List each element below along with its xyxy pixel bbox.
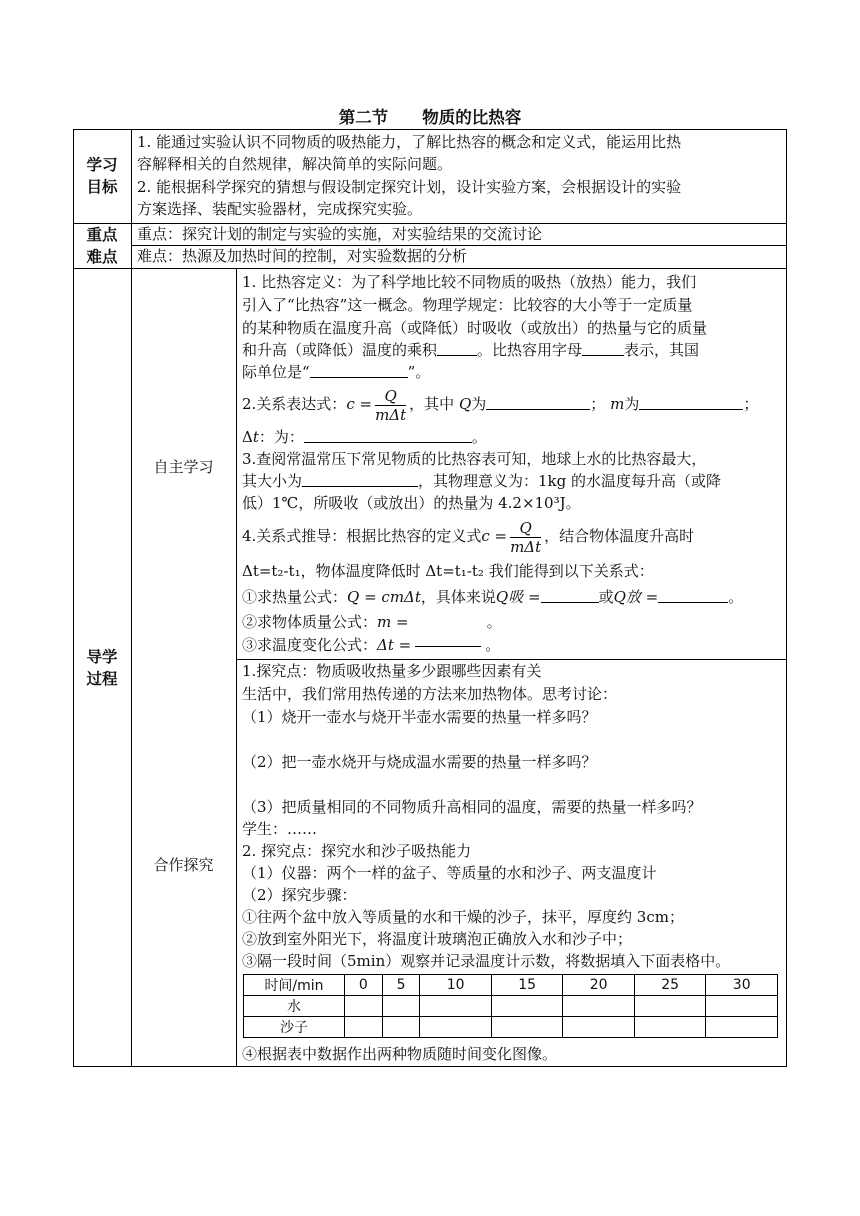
step-line: ③隔一段时间（5min）观察并记录温度计示数，将数据填入下面表格中。 bbox=[242, 952, 731, 970]
table-header: 10 bbox=[420, 975, 492, 996]
definition-line: 引入了“比热容”这一概念。物理学规定：比较容的大小等于一定质量 bbox=[242, 296, 693, 314]
data-cell[interactable] bbox=[634, 996, 706, 1017]
goal-line: 1. 能通过实验认识不同物质的吸热能力，了解比热容的概念和定义式，能运用比热 bbox=[137, 133, 682, 151]
expression-line: Δt：为： 。 bbox=[242, 428, 487, 446]
steps-heading: （2）探究步骤： bbox=[242, 886, 357, 904]
goal-line: 容解释相关的自然规律，解决简单的实际问题。 bbox=[137, 155, 453, 173]
table-header: 时间/min bbox=[244, 975, 345, 996]
derivation-line: Δt=t₂-t₁，物体温度降低时 Δt=t₁-t₂ 我们能得到以下关系式： bbox=[242, 562, 654, 580]
question-3: （3）把质量相同的不同物质升高相同的温度，需要的热量一样多吗？ bbox=[242, 798, 702, 816]
step-line: ①往两个盆中放入等质量的水和干燥的沙子，抹平，厚度约 3cm； bbox=[242, 908, 684, 926]
key-point: 重点：探究计划的制定与实验的实施，对实验结果的交流讨论 bbox=[137, 225, 543, 243]
student-answer: 学生：…… bbox=[242, 820, 318, 838]
data-cell[interactable] bbox=[491, 1017, 563, 1038]
data-cell[interactable] bbox=[563, 1017, 635, 1038]
data-cell[interactable] bbox=[382, 1017, 420, 1038]
table-header: 25 bbox=[634, 975, 706, 996]
data-cell[interactable] bbox=[345, 1017, 383, 1038]
fill-blank[interactable] bbox=[582, 341, 624, 356]
fill-blank[interactable] bbox=[658, 588, 728, 603]
table-row bbox=[244, 1017, 778, 1038]
question-2: （2）把一壶水烧开与烧成温水需要的热量一样多吗？ bbox=[242, 753, 597, 771]
temperature-formula: ③求温度变化公式：Δt = 。 bbox=[242, 636, 501, 654]
water-heat-line: 低）1℃，所吸收（或放出）的热量为 4.2×10³J。 bbox=[242, 494, 581, 512]
table-header: 15 bbox=[491, 975, 563, 996]
step-line: ②放到室外阳光下，将温度计玻璃泡正确放入水和沙子中； bbox=[242, 930, 633, 948]
row-label-sand: 沙子 bbox=[244, 1017, 345, 1038]
page-title: 第二节 物质的比热容 bbox=[338, 108, 522, 127]
label-cooperative-inquiry: 合作探究 bbox=[153, 856, 214, 874]
data-cell[interactable] bbox=[345, 996, 383, 1017]
data-cell[interactable] bbox=[563, 996, 635, 1017]
definition-line: 的某种物质在温度升高（或降低）时吸收（或放出）的热量与它的质量 bbox=[242, 319, 708, 337]
data-cell[interactable] bbox=[706, 996, 778, 1017]
fill-blank[interactable] bbox=[639, 395, 743, 410]
table-header: 20 bbox=[563, 975, 635, 996]
table-header: 0 bbox=[345, 975, 383, 996]
data-cell[interactable] bbox=[491, 996, 563, 1017]
water-heat-line: 其大小为 ，其物理意义为：1kg 的水温度每升高（或降 bbox=[242, 472, 722, 490]
data-cell[interactable] bbox=[634, 1017, 706, 1038]
temperature-record-table bbox=[243, 974, 778, 1038]
fill-blank[interactable] bbox=[304, 428, 472, 443]
inquiry-line: 1.探究点：物质吸收热量多少跟哪些因素有关 bbox=[242, 662, 542, 680]
label-self-study: 自主学习 bbox=[153, 458, 214, 476]
fill-blank[interactable] bbox=[541, 588, 599, 603]
heat-formula: ①求热量公式：Q = cmΔt，具体来说Q吸 = 或Q放 = 。 bbox=[242, 588, 744, 606]
data-cell[interactable] bbox=[382, 996, 420, 1017]
water-heat-line: 3.查阅常温常压下常见物质的比热容表可知，地球上水的比热容最大， bbox=[242, 450, 707, 468]
row-label-water: 水 bbox=[244, 996, 345, 1017]
goal-line: 方案选择、装配实验器材，完成探究实验。 bbox=[137, 200, 423, 218]
specific-heat-fraction: $\frac{Q}{\text{mΔt}}$ bbox=[375, 386, 407, 424]
inquiry-line: 生活中，我们常用热传递的方法来加热物体。思考讨论： bbox=[242, 685, 618, 703]
mass-formula: ②求物体质量公式：m = 。 bbox=[242, 613, 502, 631]
definition-line: 际单位是“ ”。 bbox=[242, 363, 431, 381]
table-row bbox=[244, 996, 778, 1017]
step-line: ④根据表中数据作出两种物质随时间变化图像。 bbox=[242, 1045, 558, 1063]
table-header: 5 bbox=[382, 975, 420, 996]
question-1: （1）烧开一壶水与烧开半壶水需要的热量一样多吗？ bbox=[242, 708, 597, 726]
derivation-line: 4.关系式推导：根据比热容的定义式c = $\frac{Q}{\text{mΔt}}$ ，结合物体温度升高时 bbox=[242, 518, 695, 556]
definition-line: 和升高（或降低）温度的乘积 。比热容用字母 表示，其国 bbox=[242, 341, 700, 359]
inquiry-line: 2. 探究点：探究水和沙子吸热能力 bbox=[242, 842, 472, 860]
table-header-row bbox=[244, 975, 778, 996]
goal-line: 2. 能根据科学探究的猜想与假设制定探究计划，设计实验方案，会根据设计的实验 bbox=[137, 178, 682, 196]
label-learning-goals: 学习 目标 bbox=[86, 156, 118, 196]
fill-blank[interactable] bbox=[486, 395, 590, 410]
data-cell[interactable] bbox=[420, 996, 492, 1017]
fill-blank[interactable] bbox=[302, 472, 418, 487]
fill-blank[interactable] bbox=[310, 363, 408, 378]
instruments-line: （1）仪器：两个一样的盆子、等质量的水和沙子、两支温度计 bbox=[242, 864, 657, 882]
definition-line: 1. 比热容定义：为了科学地比较不同物质的吸热（放热）能力，我们 bbox=[242, 273, 697, 291]
specific-heat-fraction: $\frac{Q}{\text{mΔt}}$ bbox=[510, 518, 542, 556]
fill-blank[interactable] bbox=[437, 341, 477, 356]
expression-line: 2.关系表达式：c = $\frac{Q}{\text{mΔt}}$ ，其中 Q为 ； m为 ； bbox=[242, 386, 759, 424]
data-cell[interactable] bbox=[420, 1017, 492, 1038]
data-cell[interactable] bbox=[706, 1017, 778, 1038]
label-guided-process: 导学 过程 bbox=[86, 648, 118, 688]
label-key-difficult: 重点 难点 bbox=[86, 226, 118, 266]
table-header: 30 bbox=[706, 975, 778, 996]
difficult-point: 难点：热源及加热时间的控制，对实验数据的分析 bbox=[137, 247, 468, 265]
